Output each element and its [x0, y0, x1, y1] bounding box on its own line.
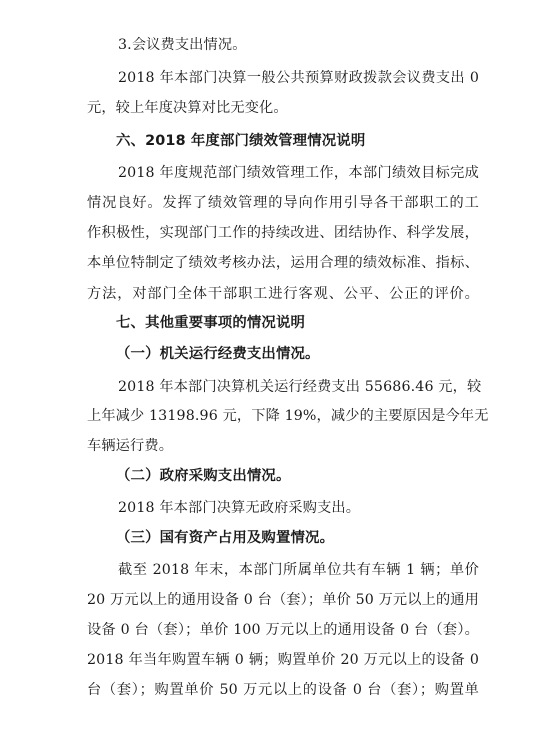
paragraph-line: 2018 年本部门决算无政府采购支出。: [118, 500, 361, 516]
paragraph-line: 截至 2018 年末，本部门所属单位共有车辆 1 辆；单价: [118, 562, 479, 578]
paragraph-line: 2018 年本部门决算一般公共预算财政拨款会议费支出 0: [118, 70, 479, 86]
paragraph-line: 2018 年当年购置车辆 0 辆；购置单价 20 万元以上的设备 0: [87, 652, 479, 668]
section-heading: 六、2018 年度部门绩效管理情况说明: [116, 133, 366, 149]
paragraph-line: 情况良好。发挥了绩效管理的导向作用引导各干部职工的工: [87, 195, 479, 211]
paragraph-line: 元，较上年度决算对比无变化。: [87, 100, 288, 116]
section-heading: （三）国有资产占用及购置情况。: [116, 530, 335, 546]
section-heading: （二）政府采购支出情况。: [116, 468, 291, 484]
paragraph-line: 设备 0 台（套）；单价 100 万元以上的通用设备 0 台（套）。: [87, 622, 479, 638]
paragraph-line: 20 万元以上的通用设备 0 台（套）；单价 50 万元以上的通用: [87, 592, 479, 608]
paragraph-line: 作积极性，实现部门工作的持续改进、团结协作、科学发展，: [87, 225, 479, 241]
section-heading: （一）机关运行经费支出情况。: [116, 346, 320, 362]
section-heading: 七、其他重要事项的情况说明: [116, 315, 306, 331]
paragraph-line: 本单位特制定了绩效考核办法，运用合理的绩效标准、指标、: [87, 255, 479, 271]
paragraph-line: 3.会议费支出情况。: [118, 37, 247, 53]
paragraph-line: 上年减少 13198.96 元，下降 19%，减少的主要原因是今年无: [87, 408, 489, 424]
paragraph-line: 车辆运行费。: [87, 438, 174, 454]
paragraph-line: 台（套）；购置单价 50 万元以上的设备 0 台（套）；购置单: [87, 682, 479, 698]
paragraph-line: 2018 年本部门决算机关运行经费支出 55686.46 元，较: [118, 379, 482, 395]
paragraph-line: 方法，对部门全体干部职工进行客观、公平、公正的评价。: [87, 286, 479, 302]
paragraph-line: 2018 年度规范部门绩效管理工作，本部门绩效目标完成: [118, 165, 479, 181]
